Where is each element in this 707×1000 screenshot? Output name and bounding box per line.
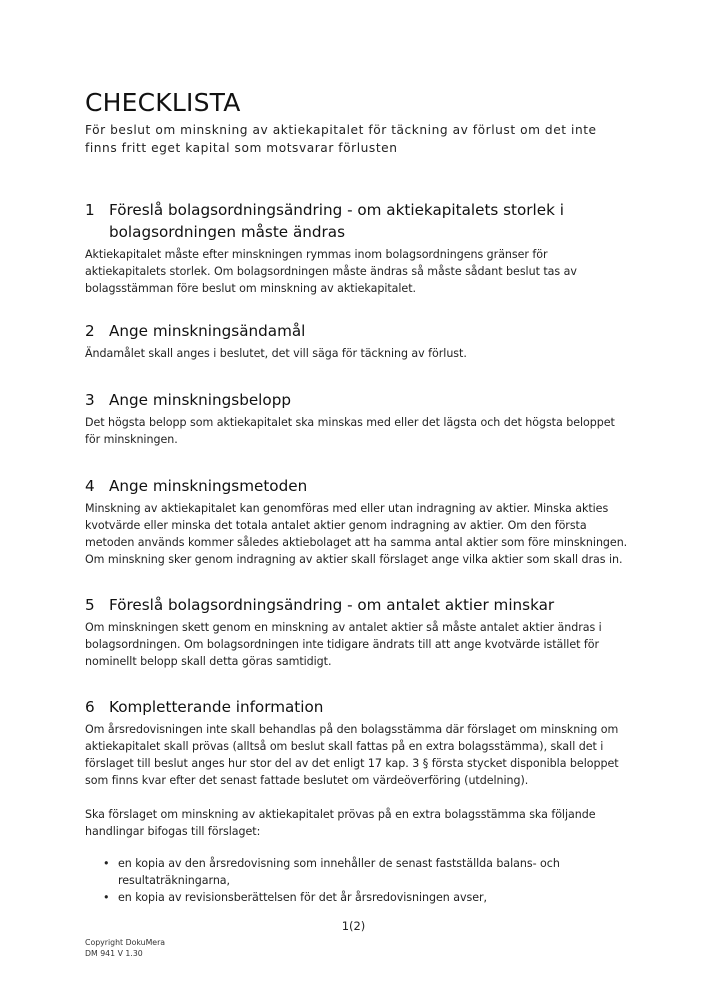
section-number: 2	[85, 322, 95, 340]
section-heading	[85, 199, 630, 243]
section-4	[85, 475, 630, 568]
section-title: Kompletterande information	[109, 698, 324, 716]
section-number: 4	[85, 477, 95, 495]
footer	[85, 937, 165, 959]
section-body	[85, 721, 630, 906]
section-title: Ange minskningsmetoden	[109, 477, 308, 495]
list-item-text: en kopia av revisionsberättelsen för det år årsredovisningen avser,	[118, 891, 488, 904]
paragraph: Minskning av aktiekapitalet kan genomföras med eller utan indragning av aktier. Minska akties kvotvärde eller minska det totala antalet aktier genom indragning av aktier. Om den första metoden används kommer således aktiebolaget att ha samma antal aktier som före minskningen. Om minskning sker genom indragning av aktier skall förslaget ange vilka aktier som skall dras in.	[85, 502, 628, 566]
document-title: CHECKLISTA	[85, 88, 241, 117]
paragraph: Om årsredovisningen inte skall behandlas på den bolagsstämma där förslaget om minskning om aktiekapitalet skall prövas (alltså om beslut skall fattas på en extra bolagsstämma), skall det i förslaget till beslut anges hur stor del av det enligt 17 kap. 3 § första stycket disponibla beloppet som finns kvar efter det senast fattade beslutet om värdeöverföring (utdelning).	[85, 723, 619, 787]
section-3	[85, 389, 630, 448]
section-heading	[85, 696, 630, 718]
page-number: 1(2)	[341, 919, 366, 933]
bullet-icon: •	[103, 857, 110, 870]
section-body	[85, 246, 630, 297]
section-number: 6	[85, 698, 95, 716]
attachment-list	[85, 855, 630, 906]
section-5	[85, 594, 630, 670]
section-title: Föreslå bolagsordningsändring - om aktiekapitalets storlek i bolagsordningen måste ändras	[109, 201, 564, 241]
bullet-icon: •	[103, 891, 110, 904]
list-item-text: en kopia av den årsredovisning som innehåller de senast fastställda balans- och resultaträkningarna,	[118, 857, 560, 887]
document-id: DM 941 V 1.30	[85, 949, 143, 958]
section-number: 3	[85, 391, 95, 409]
section-title: Ange minskningsbelopp	[109, 391, 291, 409]
section-body	[85, 500, 630, 568]
section-heading	[85, 389, 630, 411]
section-heading	[85, 594, 630, 616]
section-title: Ange minskningsändamål	[109, 322, 306, 340]
copyright-text: Copyright DokuMera	[85, 938, 166, 947]
section-title: Föreslå bolagsordningsändring - om antalet aktier minskar	[109, 596, 555, 614]
paragraph: Ändamålet skall anges i beslutet, det vill säga för täckning av förlust.	[85, 347, 467, 360]
section-2	[85, 320, 630, 362]
section-body	[85, 619, 630, 670]
section-1	[85, 199, 630, 297]
section-body	[85, 414, 630, 448]
section-body	[85, 345, 630, 362]
list-item	[85, 855, 630, 889]
section-number: 1	[85, 201, 95, 219]
document-subtitle: För beslut om minskning av aktiekapitalet för täckning av förlust om det inte finns fritt eget kapital som motsvarar förlusten	[85, 123, 597, 155]
section-heading	[85, 320, 630, 342]
section-6	[85, 696, 630, 906]
paragraph: Det högsta belopp som aktiekapitalet ska minskas med eller det lägsta och det högsta beloppet för minskningen.	[85, 416, 615, 446]
paragraph: Ska förslaget om minskning av aktiekapitalet prövas på en extra bolagsstämma ska följande handlingar bifogas till förslaget:	[85, 808, 596, 838]
paragraph: Aktiekapitalet måste efter minskningen rymmas inom bolagsordningens gränser för aktiekapitalets storlek. Om bolagsordningen måste ändras så måste sådant beslut tas av bolagsstämman före beslut om minskning av aktiekapitalet.	[85, 248, 577, 295]
paragraph: Om minskningen skett genom en minskning av antalet aktier så måste antalet aktier ändras i bolagsordningen. Om bolagsordningen inte tidigare ändrats till att ange kvotvärde istället för nominellt belopp skall detta göras samtidigt.	[85, 621, 602, 668]
section-number: 5	[85, 596, 95, 614]
section-heading	[85, 475, 630, 497]
list-item	[85, 889, 630, 906]
